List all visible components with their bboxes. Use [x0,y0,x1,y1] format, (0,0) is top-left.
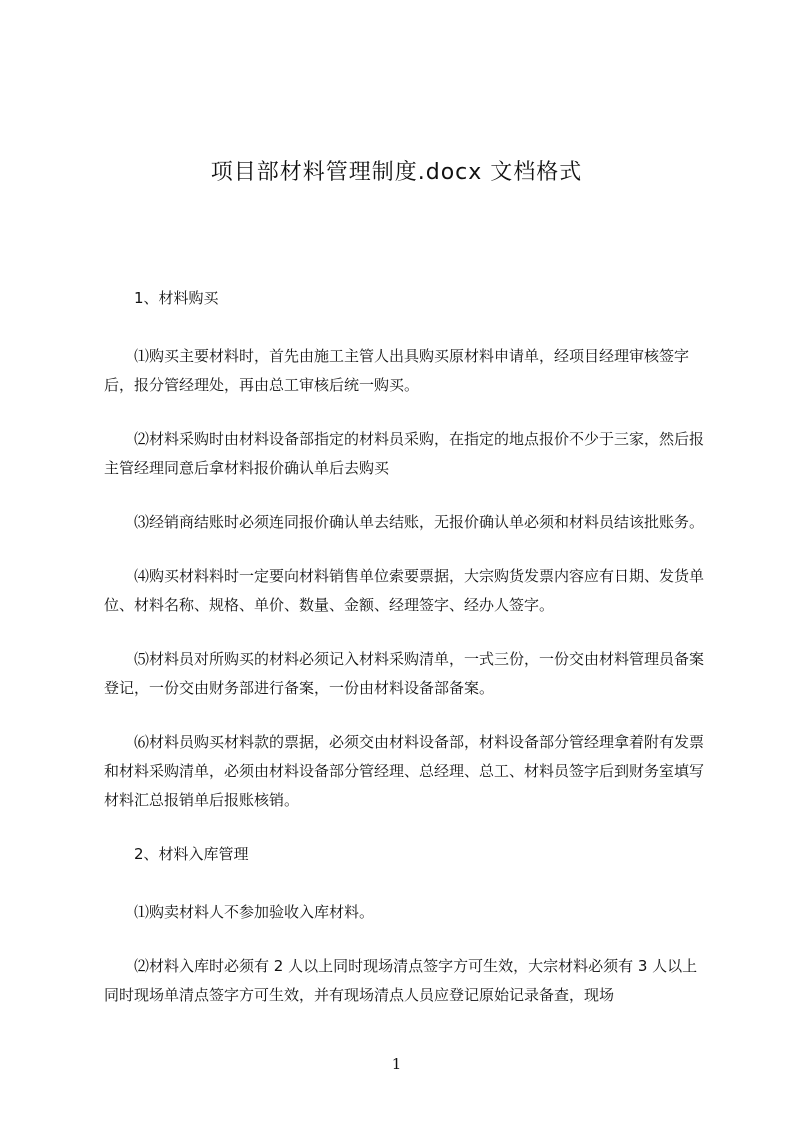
paragraph: ⑷购买材料料时一定要向材料销售单位索要票据，大宗购货发票内容应有日期、发货单位、材料名称、规格、单价、数量、金额、经理签字、经办人签字。 [104,567,705,614]
document-body [104,284,704,1010]
paragraph: ⑴购买主要材料时，首先由施工主管人出具购买原材料申请单，经项目经理审核签字后，报分管经理处，再由总工审核后统一购买。 [104,347,690,394]
paragraph: ⑴购卖材料人不参加验收入库材料。 [134,903,375,921]
page-title: 项目部材料管理制度.docx 文档格式 [210,159,583,185]
section-heading: 1、材料购买 [134,289,219,307]
paragraph: ⑵材料采购时由材料设备部指定的材料员采购，在指定的地点报价不少于三家，然后报主管经理同意后拿材料报价确认单后去购买 [104,430,705,477]
paragraph: ⑵材料入库时必须有 2 人以上同时现场清点签字方可生效，大宗材料必须有 3 人以上同时现场单清点签字方可生效，并有现场清点人员应登记原始记录备查，现场 [104,957,698,1004]
paragraph: ⑹材料员购买材料款的票据，必须交由材料设备部，材料设备部分管经理拿着附有发票和材料采购清单，必须由材料设备部分管经理、总经理、总工、材料员签字后到财务室填写材料汇总报销单后报账核销。 [104,733,705,809]
paragraph: ⑶经销商结账时必须连同报价确认单去结账，无报价确认单必须和材料员结该批账务。 [134,513,705,531]
page-number: 1 [391,1055,402,1073]
paragraph: ⑸材料员对所购买的材料必须记入材料采购清单，一式三份，一份交由材料管理员备案登记，一份交由财务部进行备案，一份由材料设备部备案。 [104,650,705,697]
section-heading: 2、材料入库管理 [134,845,249,863]
